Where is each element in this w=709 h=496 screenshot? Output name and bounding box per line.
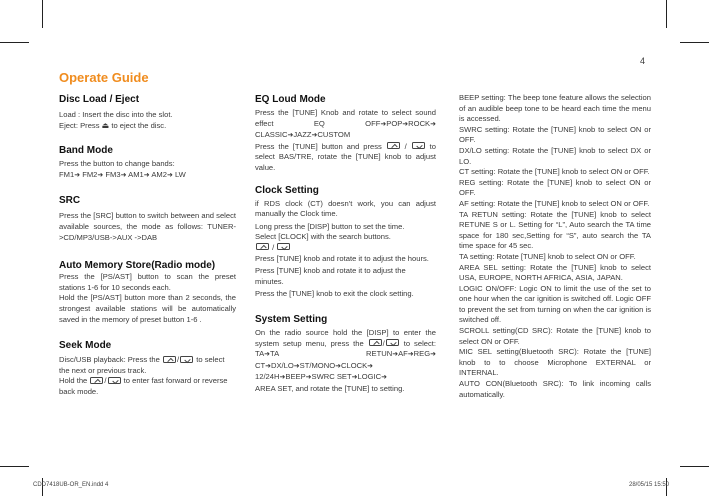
logic-setting: LOGIC ON/OFF: Logic ON to limit the use of the set to one hour when the car ignition is switched off. Logic OFF to prevent the set from turning on when the car ignition is switched off. — [459, 283, 651, 325]
arrow-icon: ➜ — [335, 362, 341, 370]
clock-text-3: Select [CLOCK] with the search buttons. — [255, 232, 391, 242]
arrow-icon: ➜ — [166, 171, 173, 179]
eq-text-1: Press the [TUNE] Knob and rotate to select sound effect EQ OFF➜POP➜ROCK➜ CLASSIC➜JAZZ➜CUSTOM — [255, 108, 436, 140]
arrow-icon: ➜ — [74, 171, 81, 179]
footer-filename: CDD7418UB-OR_EN.indd 4 — [33, 482, 109, 488]
down-button-icon — [180, 356, 193, 363]
search-buttons: / — [255, 243, 436, 254]
arrow-icon: ➜ — [392, 351, 399, 359]
up-button-icon — [90, 377, 103, 384]
band-text: Press the button to change bands: — [59, 159, 175, 169]
eq-text-2: Press the [TUNE] button and press / to select BAS/TRE, rotate the [TUNE] knob to adjust value. — [255, 141, 436, 172]
crop-mark — [0, 466, 29, 467]
crop-mark — [0, 42, 29, 43]
ams-heading: Auto Memory Store(Radio mode) — [59, 260, 216, 272]
beep-setting: BEEP setting: The beep tone feature allows the selection of an audible beep tone to be heard each time the menu is accessed. — [459, 93, 651, 124]
reg-setting: REG setting: Rotate the [TUNE] knob to select ON or OFF. — [459, 177, 651, 198]
down-button-icon — [108, 377, 121, 384]
ta-setting: TA setting: Rotate [TUNE] knob to select ON or OFF. — [459, 251, 636, 261]
dxlo-setting: DX/LO setting: Rotate the [TUNE] knob to select DX or LO. — [459, 145, 651, 166]
system-text-1: On the radio source hold the [DISP] to enter the system setup menu, press the / to select: TA➜TA RETUN➜AF➜REG➜ CT➜DX/LO➜ST/MONO➜CLOCK➜ 12/24H➜BEEP➜SWRC SET➜LOGIC➜ — [255, 327, 437, 382]
arrow-icon: ➜ — [305, 374, 312, 382]
af-setting: AF setting: Rotate the [TUNE] knob to select ON or OFF. — [459, 198, 650, 208]
column-middle — [255, 94, 436, 394]
down-button-icon — [412, 142, 425, 149]
clock-text-6: Press the [TUNE] knob to exit the clock setting. — [255, 289, 414, 299]
eq-heading: EQ Loud Mode — [255, 94, 326, 105]
src-text: Press the [SRC] button to switch between and select available sources, the mode as follows: TUNER->CD/MP3/USB->AUX ->DAB — [59, 211, 236, 242]
arrow-icon: ➜ — [287, 132, 294, 140]
system-heading: System Setting — [255, 313, 328, 325]
arrow-icon: ➜ — [279, 374, 286, 382]
crop-mark — [680, 42, 709, 43]
down-button-icon — [277, 243, 290, 250]
disc-eject-text: Eject: Press ⏏ to eject the disc. — [59, 120, 167, 130]
clock-text-1: if RDS clock (CT) doesn't work, you can adjust manually the Clock time. — [255, 198, 436, 219]
footer-timestamp: 28/05/15 15:50 — [629, 482, 670, 488]
up-button-icon — [387, 142, 400, 149]
up-button-icon — [163, 356, 176, 363]
clock-text-2: Long press the [DISP] button to set the time. — [255, 221, 405, 231]
arrow-icon: ➜ — [265, 362, 271, 370]
arrow-icon: ➜ — [430, 120, 436, 128]
arrow-icon: ➜ — [381, 374, 387, 382]
up-button-icon — [369, 339, 382, 346]
up-button-icon — [256, 243, 269, 250]
scroll-setting: SCROLL setting(CD SRC): Rotate the [TUNE] knob to select ON or OFF. — [459, 326, 651, 346]
arrow-icon: ➜ — [143, 171, 150, 179]
swrc-setting: SWRC setting: Rotate the [TUNE] knob to select ON or OFF. — [459, 124, 651, 145]
arrow-icon: ➜ — [402, 120, 409, 128]
column-right — [459, 93, 651, 400]
clock-text-5: Press [TUNE] knob and rotate it to adjust the minutes. — [255, 266, 406, 286]
crop-mark — [680, 466, 709, 467]
arrow-icon: ➜ — [264, 351, 271, 359]
arrow-icon: ➜ — [407, 351, 414, 359]
auto-con-setting: AUTO CON(Bluetooth SRC): To link incoming calls automatically. — [459, 379, 651, 399]
arrow-icon: ➜ — [380, 120, 387, 128]
column-left — [59, 94, 236, 398]
page-number: 4 — [640, 56, 646, 66]
down-button-icon — [386, 339, 399, 346]
system-text-2: AREA SET, and rotate the [TUNE] to setting. — [255, 383, 405, 393]
seek-text-2: Hold the / to enter fast forward or reverse back mode. — [59, 376, 228, 396]
ta-retun-setting: TA RETUN setting: Rotate the [TUNE] knob to select RETUNE S or L. Setting for “L”, Auto search the TA time space for 180 sec,Setting for “S”, auto search the TA time space for 45 sec. — [459, 209, 651, 251]
band-list: FM1➜ FM2➜ FM3➜ AM1➜ AM2➜ LW — [59, 169, 186, 179]
disc-heading: Disc Load / Eject — [59, 94, 140, 105]
arrow-icon: ➜ — [311, 132, 318, 140]
band-heading: Band Mode — [59, 145, 113, 157]
arrow-icon: ➜ — [97, 171, 104, 179]
ams-text-1: Press the [PS/AST] button to scan the preset stations 1-6 for 10 seconds each. — [59, 272, 236, 292]
crop-mark — [666, 0, 667, 28]
seek-text-1: Disc/USB playback: Press the / to select the next or previous track. — [59, 355, 225, 375]
src-heading: SRC — [59, 195, 81, 207]
arrow-icon: ➜ — [351, 374, 358, 382]
ams-text-2: Hold the [PS/AST] button more than 2 seconds, the strongest available stations will be automatically saved in the memory of preset button 1-6 . — [59, 293, 236, 324]
arrow-icon: ➜ — [367, 362, 374, 370]
arrow-icon: ➜ — [293, 362, 300, 370]
eject-icon: ⏏ — [101, 120, 110, 130]
page-title: Operate Guide — [59, 70, 149, 85]
ct-setting: CT setting: Rotate the [TUNE] knob to select ON or OFF. — [459, 167, 650, 177]
arrow-icon: ➜ — [430, 351, 436, 359]
seek-heading: Seek Mode — [59, 340, 112, 352]
area-sel-setting: AREA SEL setting: Rotate the [TUNE] knob to select USA, EUROPE, NORTH AFRICA, ASIA, JAPAN. — [459, 262, 651, 283]
disc-load-text: Load : Insert the disc into the slot. — [59, 110, 173, 119]
mic-sel-setting: MIC SEL setting(Bluetooth SRC): Rotate the [TUNE] knob to to choose Microphone EXTERNAL or INTERNAL. — [459, 347, 651, 378]
arrow-icon: ➜ — [120, 171, 127, 179]
crop-mark — [42, 0, 43, 28]
clock-text-4: Press [TUNE] knob and rotate it to adjust the hours. — [255, 253, 429, 263]
clock-heading: Clock Setting — [255, 184, 319, 196]
